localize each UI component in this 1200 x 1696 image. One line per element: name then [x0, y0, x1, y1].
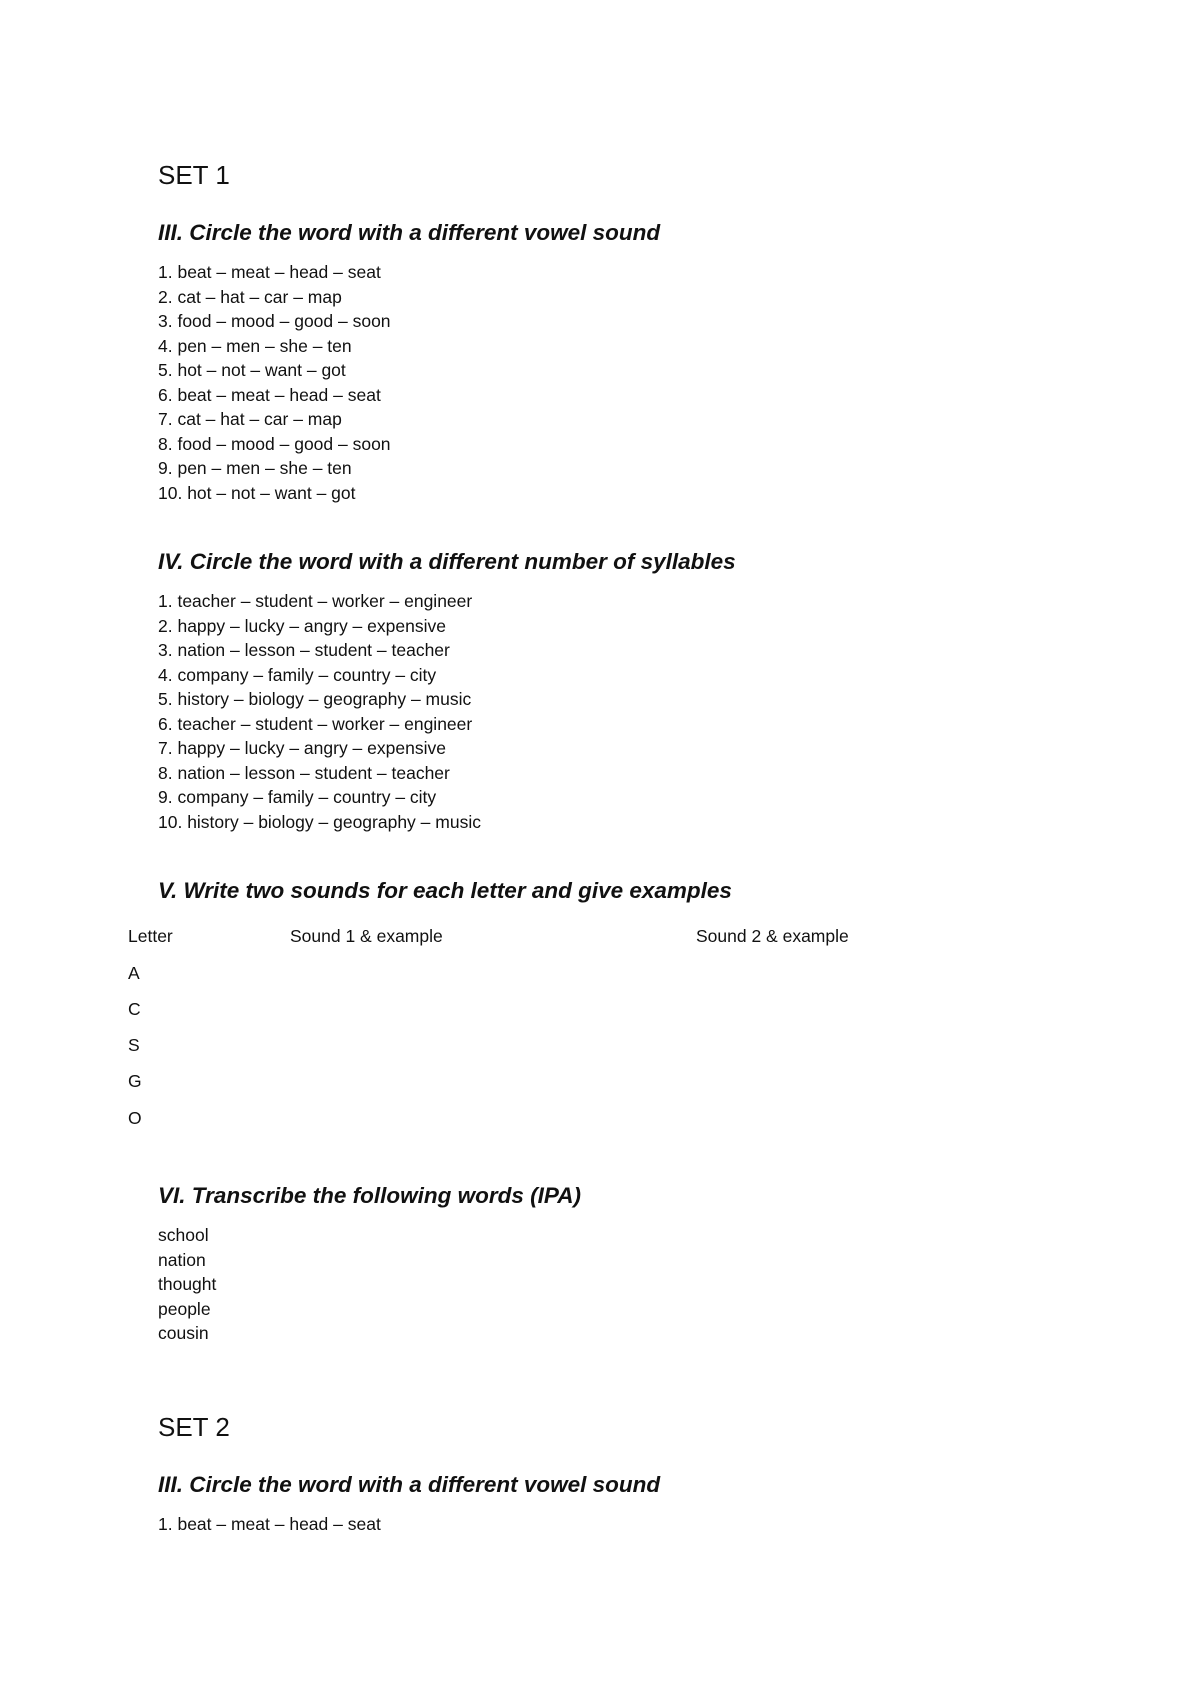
- table-row: [128, 1001, 1028, 1023]
- letter-cell: O: [128, 1108, 142, 1128]
- set-1-section-4-heading: IV. Circle the word with a different number of syllables: [158, 549, 736, 574]
- table-row: [128, 1110, 1028, 1132]
- set-2-title: SET 2: [158, 1412, 230, 1442]
- letter-cell: G: [128, 1071, 142, 1091]
- set-1-section-3-list: [158, 260, 391, 505]
- list-item: 10. history – biology – geography – music: [158, 811, 481, 832]
- list-item: 3. nation – lesson – student – teacher: [158, 640, 450, 660]
- table-row: [128, 965, 1028, 987]
- set-1-section-4-list: [158, 589, 481, 834]
- list-item: 9. company – family – country – city: [158, 787, 437, 807]
- list-item: 2. happy – lucky – angry – expensive: [158, 615, 446, 636]
- table-row: [128, 1037, 1028, 1059]
- set-1-section-6-word-list: [158, 1223, 216, 1346]
- table-header-row: [128, 928, 1028, 950]
- set-1-section-6-heading: VI. Transcribe the following words (IPA): [158, 1183, 581, 1208]
- column-header-sound-1: Sound 1 & example: [290, 926, 443, 946]
- list-item: people: [158, 1298, 211, 1319]
- set-1-section-3-heading: III. Circle the word with a different vowel sound: [158, 220, 661, 245]
- set-2-section-3-list: [158, 1512, 381, 1537]
- column-header-letter: Letter: [128, 926, 173, 946]
- set-1-section-5-heading: V. Write two sounds for each letter and give examples: [158, 878, 732, 903]
- list-item: 1. teacher – student – worker – engineer: [158, 591, 473, 611]
- list-item: 1. beat – meat – head – seat: [158, 1514, 381, 1534]
- list-item: 7. happy – lucky – angry – expensive: [158, 738, 446, 758]
- list-item: school: [158, 1225, 209, 1245]
- table-row: [128, 1073, 1028, 1095]
- list-item: 5. hot – not – want – got: [158, 360, 346, 380]
- letter-cell: S: [128, 1035, 140, 1055]
- list-item: 2. cat – hat – car – map: [158, 286, 342, 307]
- column-header-sound-2: Sound 2 & example: [696, 926, 849, 946]
- list-item: 4. pen – men – she – ten: [158, 335, 352, 356]
- list-item: 10. hot – not – want – got: [158, 482, 356, 503]
- list-item: cousin: [158, 1323, 209, 1343]
- list-item: nation: [158, 1249, 206, 1270]
- list-item: thought: [158, 1274, 217, 1294]
- list-item: 6. teacher – student – worker – engineer: [158, 713, 473, 734]
- set-1-title: SET 1: [158, 160, 230, 190]
- letter-cell: A: [128, 963, 140, 983]
- list-item: 1. beat – meat – head – seat: [158, 262, 381, 282]
- list-item: 3. food – mood – good – soon: [158, 311, 391, 331]
- list-item: 4. company – family – country – city: [158, 664, 437, 685]
- letter-cell: C: [128, 999, 141, 1019]
- list-item: 9. pen – men – she – ten: [158, 458, 352, 478]
- list-item: 6. beat – meat – head – seat: [158, 384, 381, 405]
- list-item: 5. history – biology – geography – music: [158, 689, 472, 709]
- list-item: 8. food – mood – good – soon: [158, 433, 391, 454]
- set-2-section-3-heading: III. Circle the word with a different vowel sound: [158, 1472, 661, 1497]
- list-item: 8. nation – lesson – student – teacher: [158, 762, 450, 783]
- list-item: 7. cat – hat – car – map: [158, 409, 342, 429]
